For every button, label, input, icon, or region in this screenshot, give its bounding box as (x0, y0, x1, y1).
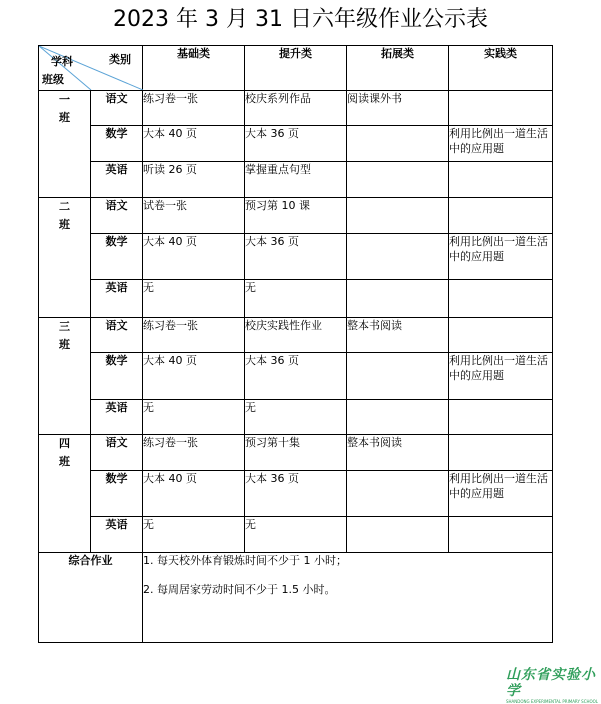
subject-cell: 数学 (91, 353, 143, 400)
table-row (39, 400, 553, 435)
table-row (39, 280, 553, 318)
subject-cell: 数学 (91, 471, 143, 517)
cell-text: 掌握重点句型 (245, 163, 311, 176)
practice-cell (449, 234, 553, 280)
subject-cell: 语文 (91, 435, 143, 471)
homework-table (38, 45, 553, 643)
table-row (39, 126, 553, 162)
cell-text: 大本 36 页 (245, 354, 299, 367)
basic-cell (143, 126, 245, 162)
cell-text: 阅读课外书 (347, 92, 402, 105)
extend-cell (347, 435, 449, 471)
cell-text: 大本 40 页 (143, 235, 197, 248)
subject-cell: 语文 (91, 198, 143, 234)
basic-cell (143, 318, 245, 353)
cell-text: 无 (245, 401, 256, 414)
cell-text: 利用比例出一道生活中的应用题 (449, 472, 548, 500)
school-logo-cn: 山东省实验小学 (506, 667, 596, 699)
improve-cell (245, 400, 347, 435)
comprehensive-content (143, 553, 553, 643)
cell-text: 无 (245, 281, 256, 294)
improve-cell (245, 91, 347, 126)
corner-class-label: 班级 (42, 73, 64, 86)
cell-text: 大本 40 页 (143, 127, 197, 140)
cell-text: 大本 36 页 (245, 127, 299, 140)
practice-cell (449, 471, 553, 517)
class-name-cell (39, 435, 91, 553)
extend-cell (347, 517, 449, 553)
basic-cell (143, 471, 245, 517)
class-name: 二班 (59, 200, 70, 231)
cell-text: 预习第 10 课 (245, 199, 310, 212)
class-name: 一班 (59, 93, 70, 124)
subject-cell: 英语 (91, 162, 143, 198)
practice-cell (449, 91, 553, 126)
improve-cell (245, 126, 347, 162)
improve-cell (245, 517, 347, 553)
cell-text: 大本 36 页 (245, 235, 299, 248)
cell-text: 整本书阅读 (347, 436, 402, 449)
table-row (39, 353, 553, 400)
table-row (39, 91, 553, 126)
corner-category-label: 类别 (109, 53, 131, 66)
subject-cell: 语文 (91, 91, 143, 126)
cell-text: 大本 40 页 (143, 354, 197, 367)
cell-text: 大本 36 页 (245, 472, 299, 485)
extend-cell (347, 318, 449, 353)
corner-cell (39, 46, 143, 91)
practice-cell (449, 280, 553, 318)
page-title: 2023 年 3 月 31 日六年级作业公示表 (113, 7, 488, 32)
cell-text: 预习第十集 (245, 436, 300, 449)
comprehensive-item: 2. 每周居家劳动时间不少于 1.5 小时。 (143, 583, 336, 596)
cell-text: 无 (143, 281, 154, 294)
basic-cell (143, 400, 245, 435)
extend-cell (347, 198, 449, 234)
cell-text: 试卷一张 (143, 199, 187, 212)
table-row (39, 471, 553, 517)
comprehensive-item: 1. 每天校外体育锻炼时间不少于 1 小时； (143, 554, 347, 567)
table-row (39, 435, 553, 471)
cell-text: 整本书阅读 (347, 319, 402, 332)
subject-cell: 数学 (91, 126, 143, 162)
subject-cell: 英语 (91, 280, 143, 318)
improve-cell (245, 471, 347, 517)
cell-text: 练习卷一张 (143, 319, 198, 332)
basic-cell (143, 353, 245, 400)
school-logo-en: SHANDONG EXPERIMENTAL PRIMARY SCHOOL (506, 699, 599, 704)
cell-text: 无 (143, 401, 154, 414)
column-header-extend: 拓展类 (347, 46, 449, 91)
cell-text: 无 (143, 518, 154, 531)
school-logo (506, 667, 599, 704)
practice-cell (449, 318, 553, 353)
improve-cell (245, 280, 347, 318)
basic-cell (143, 517, 245, 553)
cell-text: 练习卷一张 (143, 436, 198, 449)
class-name-cell (39, 91, 91, 198)
improve-cell (245, 435, 347, 471)
cell-text: 练习卷一张 (143, 92, 198, 105)
cell-text: 听读 26 页 (143, 163, 197, 176)
basic-cell (143, 280, 245, 318)
basic-cell (143, 234, 245, 280)
cell-text: 无 (245, 518, 256, 531)
improve-cell (245, 318, 347, 353)
practice-cell (449, 353, 553, 400)
column-header-improve: 提升类 (245, 46, 347, 91)
class-name-cell (39, 318, 91, 435)
extend-cell (347, 91, 449, 126)
class-name: 三班 (59, 320, 70, 351)
practice-cell (449, 126, 553, 162)
subject-cell: 英语 (91, 517, 143, 553)
cell-text: 校庆实践性作业 (245, 319, 322, 332)
extend-cell (347, 234, 449, 280)
table-row (39, 198, 553, 234)
table-row (39, 318, 553, 353)
extend-cell (347, 353, 449, 400)
improve-cell (245, 234, 347, 280)
table-row (39, 517, 553, 553)
practice-cell (449, 198, 553, 234)
basic-cell (143, 198, 245, 234)
basic-cell (143, 91, 245, 126)
improve-cell (245, 162, 347, 198)
corner-subject-label: 学科 (51, 55, 73, 68)
column-header-basic: 基础类 (143, 46, 245, 91)
practice-cell (449, 162, 553, 198)
subject-cell: 数学 (91, 234, 143, 280)
cell-text: 利用比例出一道生活中的应用题 (449, 127, 548, 155)
class-name: 四班 (59, 437, 70, 468)
extend-cell (347, 400, 449, 435)
header-row (39, 46, 553, 91)
extend-cell (347, 126, 449, 162)
subject-cell: 英语 (91, 400, 143, 435)
subject-cell: 语文 (91, 318, 143, 353)
cell-text: 利用比例出一道生活中的应用题 (449, 235, 548, 263)
extend-cell (347, 162, 449, 198)
basic-cell (143, 162, 245, 198)
table-row (39, 162, 553, 198)
practice-cell (449, 435, 553, 471)
extend-cell (347, 280, 449, 318)
extend-cell (347, 471, 449, 517)
table-row (39, 234, 553, 280)
practice-cell (449, 400, 553, 435)
basic-cell (143, 435, 245, 471)
column-header-practice: 实践类 (449, 46, 553, 91)
cell-text: 大本 40 页 (143, 472, 197, 485)
improve-cell (245, 353, 347, 400)
comprehensive-label: 综合作业 (39, 553, 143, 643)
cell-text: 校庆系列作品 (245, 92, 311, 105)
cell-text: 利用比例出一道生活中的应用题 (449, 354, 548, 382)
practice-cell (449, 517, 553, 553)
improve-cell (245, 198, 347, 234)
comprehensive-row (39, 553, 553, 643)
class-name-cell (39, 198, 91, 318)
